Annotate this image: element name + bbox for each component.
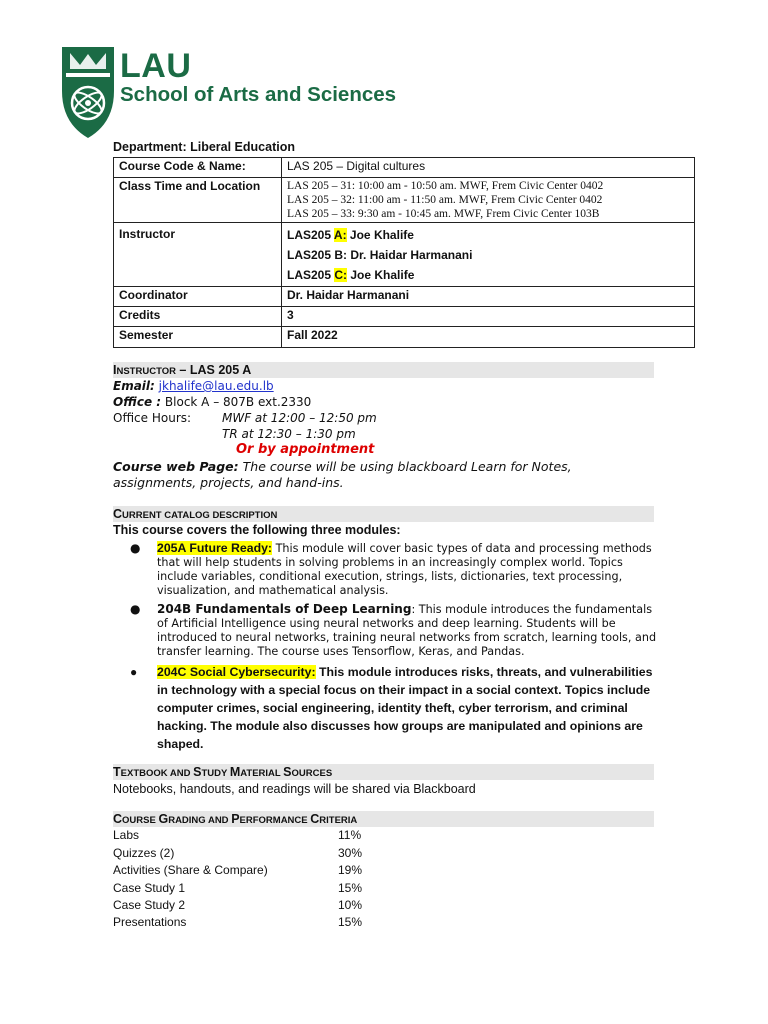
instructor-name: Joe Khalife [346,228,414,242]
module-text: This module introduces risks, threats, and vulnerabilities in technology with a special focus on their impact in a social context. Topics include computer crimes, social engineering, identity theft, cyber terrorism, and criminal hacking. The module also discusses how groups are manipulated and opinions are shaped. [157,665,653,751]
list-item [130,541,660,598]
module-title: 204B Fundamentals of Deep Learning [157,602,412,616]
heading-rest: URRENT CATALOG DESCRIPTION [122,510,278,521]
heading-initial: I [113,363,117,377]
email-label: Email: [113,379,155,393]
course-info-table [113,157,695,348]
email-line [113,379,274,394]
course-code-value: LAS 205 – Digital cultures [282,158,695,178]
heading-initial: S [193,765,202,779]
grade-item: Activities (Share & Compare) [113,863,268,877]
bullet-icon: ● [130,602,141,616]
module-title: 205A Future Ready: [157,541,273,555]
heading-tail: – LAS 205 A [175,363,252,377]
web-page-label: Course web Page: [113,459,239,474]
catalog-section-heading [113,506,654,522]
instructor-section-heading [113,362,654,378]
web-page-text-cont: assignments, projects, and hand-ins. [113,475,344,490]
section-prefix: LAS205 [287,228,334,242]
grade-item: Case Study 2 [113,898,186,912]
heading-initial: C [113,507,123,521]
office-hours-line: TR at 12:30 – 1:30 pm [222,427,356,441]
web-page-text: The course will be using blackboard Learn for Notes, [238,459,572,474]
textbook-section-heading [113,764,654,780]
office-hours-line: MWF at 12:00 – 12:50 pm [222,411,377,425]
grade-percent: 30% [338,846,363,860]
instructor-label: Instructor [114,223,282,287]
grade-item: Labs [113,828,140,842]
heading-initial: G [158,812,169,826]
office-hours-label: Office Hours: [113,411,192,425]
logo-school-text: School of Arts and Sciences [120,83,397,106]
class-time-line: LAS 205 – 32: 11:00 am - 11:50 am. MWF, Frem Civic Center 0402 [287,194,603,206]
table-row [114,223,695,287]
grade-row [113,862,413,878]
instructor-name: Dr. Haidar Harmanani [347,248,473,262]
heading-rest: NSTRUCTOR [116,366,176,377]
grade-item: Presentations [113,915,187,929]
credits-label: Credits [114,307,282,327]
table-row [114,287,695,307]
grade-row [113,880,413,896]
logo-lau-text: LAU [120,47,192,85]
heading-rest: ATERIAL [240,768,284,779]
grade-row [113,914,413,930]
table-row [114,307,695,327]
section-prefix: LAS205 [287,268,335,282]
grade-row [113,827,413,843]
class-time-value [282,178,695,223]
lau-shield-icon [60,45,116,140]
textbook-text: Notebooks, handouts, and readings will be shared via Blackboard [113,782,476,796]
email-link[interactable]: jkhalife@lau.edu.lb [158,379,274,393]
list-item [130,602,660,659]
heading-initial: M [229,765,241,779]
module-text: : This module introduces the fundamentals of Artificial Intelligence using neural networks and deep learning. Students will be introduced to neural networks, training neural networks from scratch, learning tools, and transfer learning. The course uses Tensorflow, Keras, and Pandas. [157,603,657,658]
module-text: This module will cover basic types of data and processing methods that will help students in solving problems in an increasingly complex world. Topics include variables, conditional execution, strings, lists, dictionaries, text processing, visualization, and mathematical analysis. [157,542,652,597]
heading-rest: RADING AND [168,815,232,826]
list-item [130,663,660,753]
class-time-line: LAS 205 – 33: 9:30 am - 10:45 am. MWF, Frem Civic Center 103B [287,208,600,220]
heading-rest: ERFORMANCE [239,815,311,826]
credits-value: 3 [282,307,695,327]
office-line [113,395,311,410]
table-row [114,178,695,223]
heading-rest: RITERIA [319,815,358,826]
instructor-line [287,245,689,265]
module-list [130,541,660,757]
table-row [114,327,695,348]
appointment-note: Or by appointment [236,442,375,457]
grade-item: Case Study 1 [113,881,186,895]
grade-row [113,897,413,913]
grade-percent: 11% [338,828,362,842]
heading-rest: TUDY [201,768,230,779]
grade-percent: 10% [338,898,363,912]
bullet-icon: ● [130,541,141,555]
web-page-line [113,459,572,474]
course-code-label: Course Code & Name: [114,158,282,178]
semester-label: Semester [114,327,282,348]
bullet-icon: ● [130,665,138,679]
instructor-line [287,265,689,285]
coordinator-label: Coordinator [114,287,282,307]
heading-initial: C [113,812,123,826]
instructor-name: Joe Khalife [347,268,415,282]
office-value: Block A – 807B ext.2330 [161,395,312,409]
heading-initial: P [231,812,240,826]
department-label: Department: Liberal Education [113,140,295,154]
semester-value: Fall 2022 [282,327,695,348]
section-prefix: LAS205 [287,248,335,262]
heading-initial: S [283,765,292,779]
coordinator-value: Dr. Haidar Harmanani [282,287,695,307]
grade-percent: 15% [338,881,363,895]
heading-rest: EXTBOOK AND [120,768,194,779]
grade-row [113,845,413,861]
grading-section-heading [113,811,654,827]
office-label: Office : [113,395,162,409]
module-title: 204C Social Cybersecurity: [157,665,316,679]
heading-initial: C [310,812,320,826]
section-letter: A: [333,228,347,242]
heading-rest: OURCES [291,768,333,779]
grade-percent: 19% [338,863,363,877]
lau-logo [60,45,397,140]
section-letter: C: [334,268,348,282]
grade-item: Quizzes (2) [113,846,175,860]
heading-initial: T [113,765,121,779]
class-time-label: Class Time and Location [114,178,282,223]
instructor-line [287,225,689,245]
section-letter: B: [334,248,348,262]
instructor-value [282,223,695,287]
grade-percent: 15% [338,915,363,929]
table-row [114,158,695,178]
heading-rest: OURSE [122,815,159,826]
catalog-intro: This course covers the following three modules: [113,523,401,537]
class-time-line: LAS 205 – 31: 10:00 am - 10:50 am. MWF, Frem Civic Center 0402 [287,180,604,192]
